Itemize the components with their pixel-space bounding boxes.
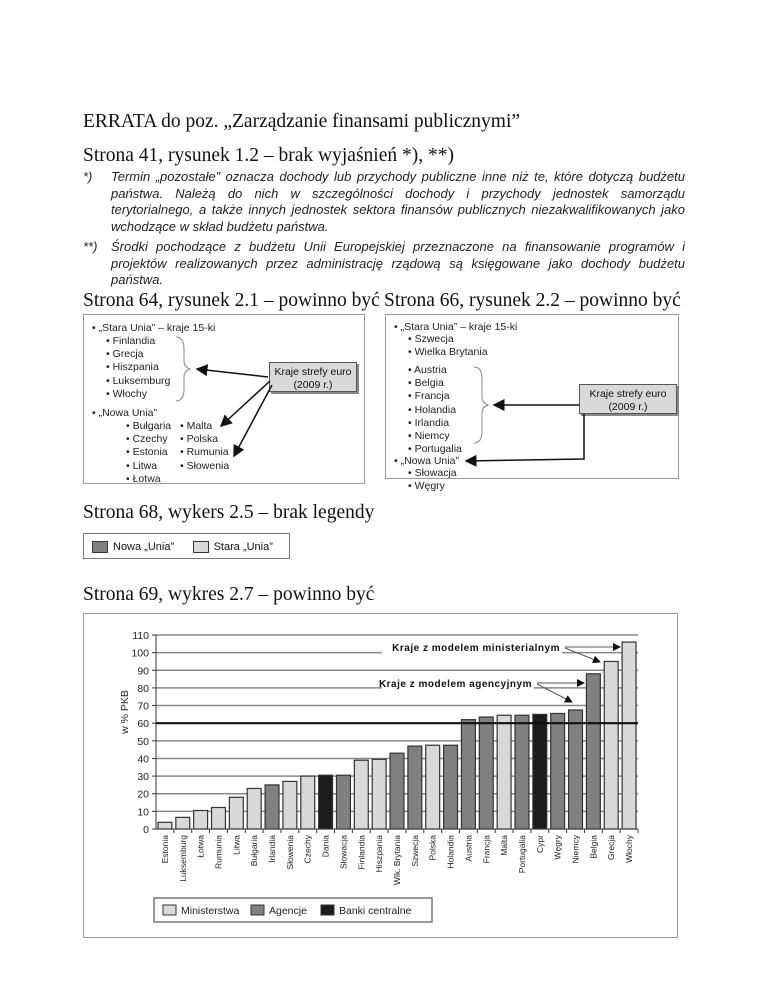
bar-austria [461, 720, 475, 829]
svg-text:Ministerstwa: Ministerstwa [181, 905, 240, 917]
svg-text:Agencje: Agencje [269, 905, 307, 917]
section-heading-page64: Strona 64, rysunek 2.1 – powinno być [83, 290, 380, 311]
new-union-label: • „Nowa Unia” [92, 407, 157, 419]
bar-łotwa [194, 810, 208, 829]
old-union-list-top: • Szwecja • Wielka Brytania [408, 333, 488, 359]
svg-text:Banki centralne: Banki centralne [339, 905, 412, 917]
svg-text:Włochy: Włochy [624, 835, 635, 863]
svg-text:Holandia: Holandia [445, 835, 456, 869]
new-union-list: • Słowacja • Węgry [408, 467, 457, 493]
svg-text:90: 90 [137, 665, 149, 678]
legend-item-old-union: Stara „Unia” [193, 541, 273, 553]
svg-text:Luksemburg: Luksemburg [177, 835, 188, 882]
bar-luksemburg [176, 817, 190, 829]
svg-text:Belgia: Belgia [588, 835, 599, 859]
new-union-label: • „Nowa Unia” [394, 455, 459, 467]
svg-text:80: 80 [137, 682, 149, 695]
svg-text:Węgry: Węgry [552, 835, 563, 860]
bar-bułgaria [247, 788, 261, 829]
svg-text:0: 0 [143, 824, 149, 836]
footnote-1-mark: *) [83, 169, 93, 184]
footnote-2-text: Środki pochodzące z budżetu Unii Europejskiej przeznaczone na finansowanie programów i projektów realizowanych przez administrację rządową są księgowane jako dochody budżetu państwa. [111, 239, 685, 287]
section-heading-page41: Strona 41, rysunek 1.2 – brak wyjaśnień *), **) [83, 145, 454, 166]
svg-text:Portugalia: Portugalia [516, 835, 527, 874]
euro-zone-box: Kraje strefy euro (2009 r.) [269, 362, 357, 392]
bar-estonia [158, 822, 172, 829]
bar-polska [426, 745, 440, 829]
old-union-list: • Finlandia • Grecja • Hiszpania • Luksemburg • Włochy [106, 335, 171, 400]
svg-text:Czechy: Czechy [302, 835, 313, 864]
bar-francja [479, 717, 493, 829]
bar-litwa [229, 797, 243, 829]
svg-text:Grecja: Grecja [606, 835, 617, 861]
svg-text:Szwecja: Szwecja [409, 835, 420, 867]
svg-text:Austria: Austria [463, 835, 474, 862]
bar-malta [497, 715, 511, 829]
svg-text:Niemcy: Niemcy [570, 835, 581, 864]
section-heading-page69: Strona 69, wykres 2.7 – powinno być [83, 584, 375, 605]
svg-text:Wlk. Brytania: Wlk. Brytania [392, 835, 402, 886]
bar-wlk-brytania [390, 753, 404, 829]
svg-text:50: 50 [137, 735, 149, 748]
bar-hiszpania [372, 759, 386, 829]
bar-włochy [622, 642, 636, 829]
new-union-col1: • Bułgaria • Czechy • Estonia • Litwa • Łotwa [126, 420, 172, 485]
new-union-col2: • Malta • Polska • Rumunia • Słowenia [180, 420, 230, 472]
document-title: ERRATA do poz. „Zarządzanie finansami publicznymi” [83, 111, 521, 132]
svg-text:30: 30 [137, 771, 149, 784]
svg-text:10: 10 [137, 806, 149, 819]
svg-text:Rumunia: Rumunia [213, 835, 224, 870]
svg-text:100: 100 [131, 647, 149, 660]
svg-text:Cypr: Cypr [534, 835, 545, 853]
svg-text:70: 70 [137, 700, 149, 713]
svg-text:40: 40 [137, 753, 149, 766]
section-heading-page68: Strona 68, wykers 2.5 – brak legendy [83, 502, 375, 523]
svg-text:Estonia: Estonia [159, 835, 170, 864]
svg-text:Bułgaria: Bułgaria [249, 835, 260, 867]
svg-text:60: 60 [137, 718, 149, 731]
bar-słowacja [336, 775, 350, 829]
bar-niemcy [569, 710, 583, 829]
svg-text:Słowacja: Słowacja [338, 835, 349, 870]
svg-text:Dania: Dania [320, 835, 331, 858]
bar-holandia [444, 745, 458, 829]
footnote-1-text: Termin „pozostałe” oznacza dochody lub przychody publiczne inne niż te, które dotyczą budżetu państwa. Należą do nich w szczególności dochody i przychody jednostek samorządu terytorialnego, a także innych jednostek sektora finansów publicznych niezakwalifikowanych jako wchodzące w skład budżetu państwa. [111, 169, 685, 234]
section-heading-page66: Strona 66, rysunek 2.2 – powinno być [384, 290, 681, 311]
svg-text:Malta: Malta [499, 835, 510, 856]
bar-cypr [533, 714, 547, 829]
bar-rumunia [212, 807, 226, 829]
bar-grecja [604, 661, 618, 829]
old-union-label: • „Stara Unia” – kraje 15-ki [394, 321, 518, 333]
bar-irlandia [265, 785, 279, 829]
old-union-label: • „Stara Unia” – kraje 15-ki [92, 322, 216, 334]
bar-dania [319, 775, 333, 829]
bar-finlandia [354, 760, 368, 829]
bar-węgry [551, 713, 565, 829]
footnote-2-mark: **) [83, 239, 98, 254]
svg-text:Kraje z modelem ministerialnym: Kraje z modelem ministerialnym [392, 643, 560, 654]
euro-zone-box: Kraje strefy euro (2009 r.) [579, 384, 677, 414]
svg-text:Hiszpania: Hiszpania [374, 835, 385, 873]
svg-text:Litwa: Litwa [231, 835, 242, 855]
svg-text:Francja: Francja [481, 835, 492, 864]
bar-słowenia [283, 781, 297, 829]
svg-text:Łotwa: Łotwa [195, 835, 206, 858]
svg-text:Kraje z modelem agencyjnym: Kraje z modelem agencyjnym [378, 679, 532, 690]
svg-text:Irlandia: Irlandia [267, 835, 278, 863]
svg-text:Polska: Polska [427, 835, 438, 861]
svg-text:20: 20 [137, 788, 149, 801]
legend-item-new-union: Nowa „Unia” [92, 541, 174, 553]
old-union-list-euro: • Austria • Belgia • Francja • Holandia • Irlandia • Niemcy • Portugalia [408, 364, 462, 456]
svg-text:110: 110 [132, 630, 149, 642]
svg-text:Słowenia: Słowenia [284, 835, 295, 870]
bar-belgia [586, 674, 600, 829]
bar-portugalia [515, 715, 529, 829]
svg-text:w % PKB: w % PKB [119, 690, 131, 734]
bar-czechy [301, 776, 315, 829]
svg-text:Finlandia: Finlandia [356, 835, 367, 870]
bar-szwecja [408, 746, 422, 829]
